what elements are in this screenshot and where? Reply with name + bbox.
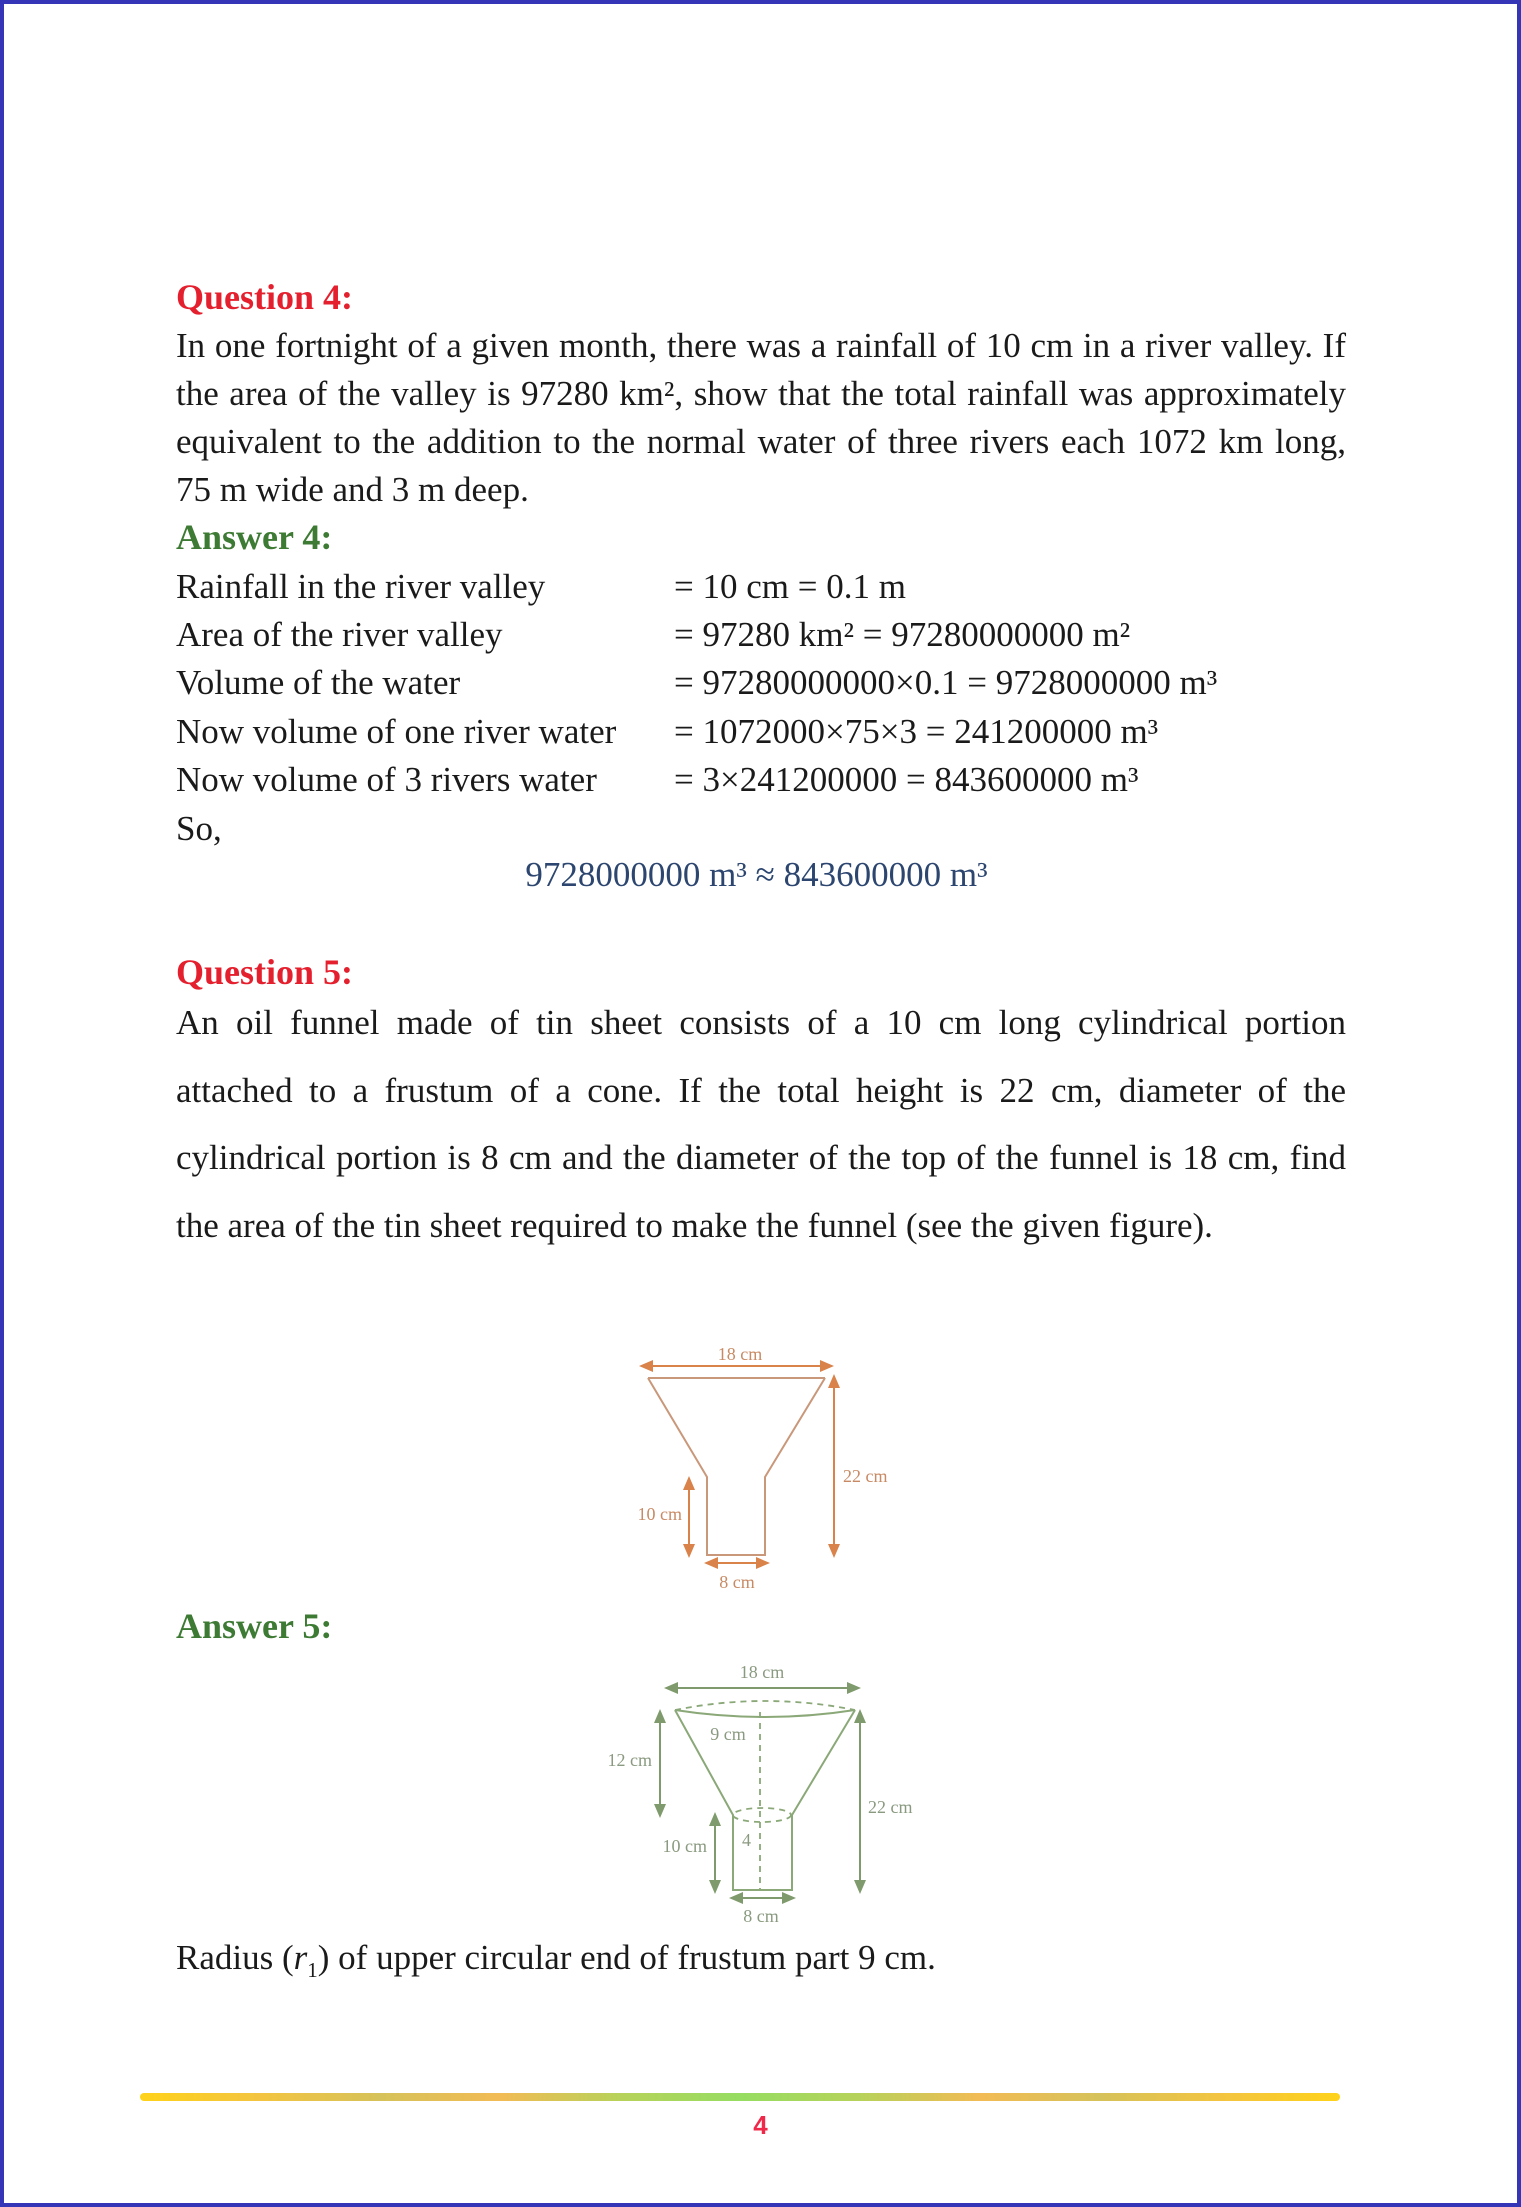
- row-value: = 1072000×75×3 = 241200000 m³: [674, 712, 1159, 751]
- row-value: = 3×241200000 = 843600000 m³: [674, 760, 1139, 799]
- subscript: 1: [307, 1958, 318, 1982]
- label-frustum: 12 cm: [607, 1750, 652, 1770]
- page-number: 4: [753, 2110, 768, 2140]
- question-5-heading: Question 5:: [176, 952, 354, 992]
- label-total: 22 cm: [843, 1466, 888, 1486]
- radius-statement: [176, 1934, 936, 1994]
- label-top: 18 cm: [717, 1344, 763, 1364]
- answer-row: [176, 563, 906, 611]
- funnel-solution-figure: [580, 1640, 940, 1940]
- question-4-text: In one fortnight of a given month, there was a rainfall of 10 cm in a river valley. If the area of the valley is 97280 km², show that the total rainfall was approximately equivalent to the addition to the normal water of three rivers each 1072 km long, 75 m wide and 3 m deep.: [176, 326, 1346, 509]
- row-value: = 10 cm = 0.1 m: [674, 567, 906, 606]
- label-top: 18 cm: [739, 1662, 785, 1682]
- label-cylinder: 10 cm: [637, 1504, 682, 1524]
- question-4-heading: Question 4:: [176, 277, 354, 317]
- label-radius: 9 cm: [710, 1724, 746, 1744]
- label-bottom: 8 cm: [719, 1572, 755, 1592]
- result-equation: 9728000000 m³ ≈ 843600000 m³: [525, 855, 988, 894]
- row-label: Rainfall in the river valley: [176, 567, 546, 606]
- row-label: Now volume of 3 rivers water: [176, 760, 597, 799]
- row-value: = 97280 km² = 97280000000 m²: [674, 615, 1131, 654]
- funnel-outline: [675, 1710, 855, 1890]
- label-small-radius: 4: [742, 1830, 751, 1850]
- row-value: = 97280000000×0.1 = 9728000000 m³: [674, 663, 1218, 702]
- row-label: Now volume of one river water: [176, 712, 617, 751]
- question-5-text: An oil funnel made of tin sheet consists of a 10 cm long cylindrical portion attached to a frustum of a cone. If the total height is 22 cm, diameter of the cylindrical portion is 8 cm and the diameter of the top of the funnel is 18 cm, find the area of the tin sheet required to make the funnel (see the given figure).: [176, 1003, 1346, 1245]
- answer-4-heading: Answer 4:: [176, 517, 333, 557]
- answer-row: [176, 611, 1131, 659]
- label-bottom: 8 cm: [743, 1906, 779, 1926]
- text: Radius (: [176, 1938, 294, 1977]
- answer-row: [176, 708, 1159, 756]
- so-text: So,: [176, 809, 222, 848]
- funnel-figure: [600, 1320, 950, 1610]
- answer-row: [176, 659, 1218, 707]
- text: ) of upper circular end of frustum part 9 cm.: [317, 1938, 936, 1977]
- row-label: Area of the river valley: [176, 615, 503, 654]
- variable-r: r: [293, 1938, 308, 1977]
- row-label: Volume of the water: [176, 663, 461, 702]
- label-cylinder: 10 cm: [662, 1836, 707, 1856]
- footer-divider: [140, 2093, 1340, 2101]
- funnel-outline: [648, 1378, 825, 1555]
- dashed-lines: [675, 1701, 855, 1890]
- answer-5-heading: Answer 5:: [176, 1606, 333, 1646]
- answer-row: [176, 756, 1139, 804]
- label-total: 22 cm: [868, 1797, 913, 1817]
